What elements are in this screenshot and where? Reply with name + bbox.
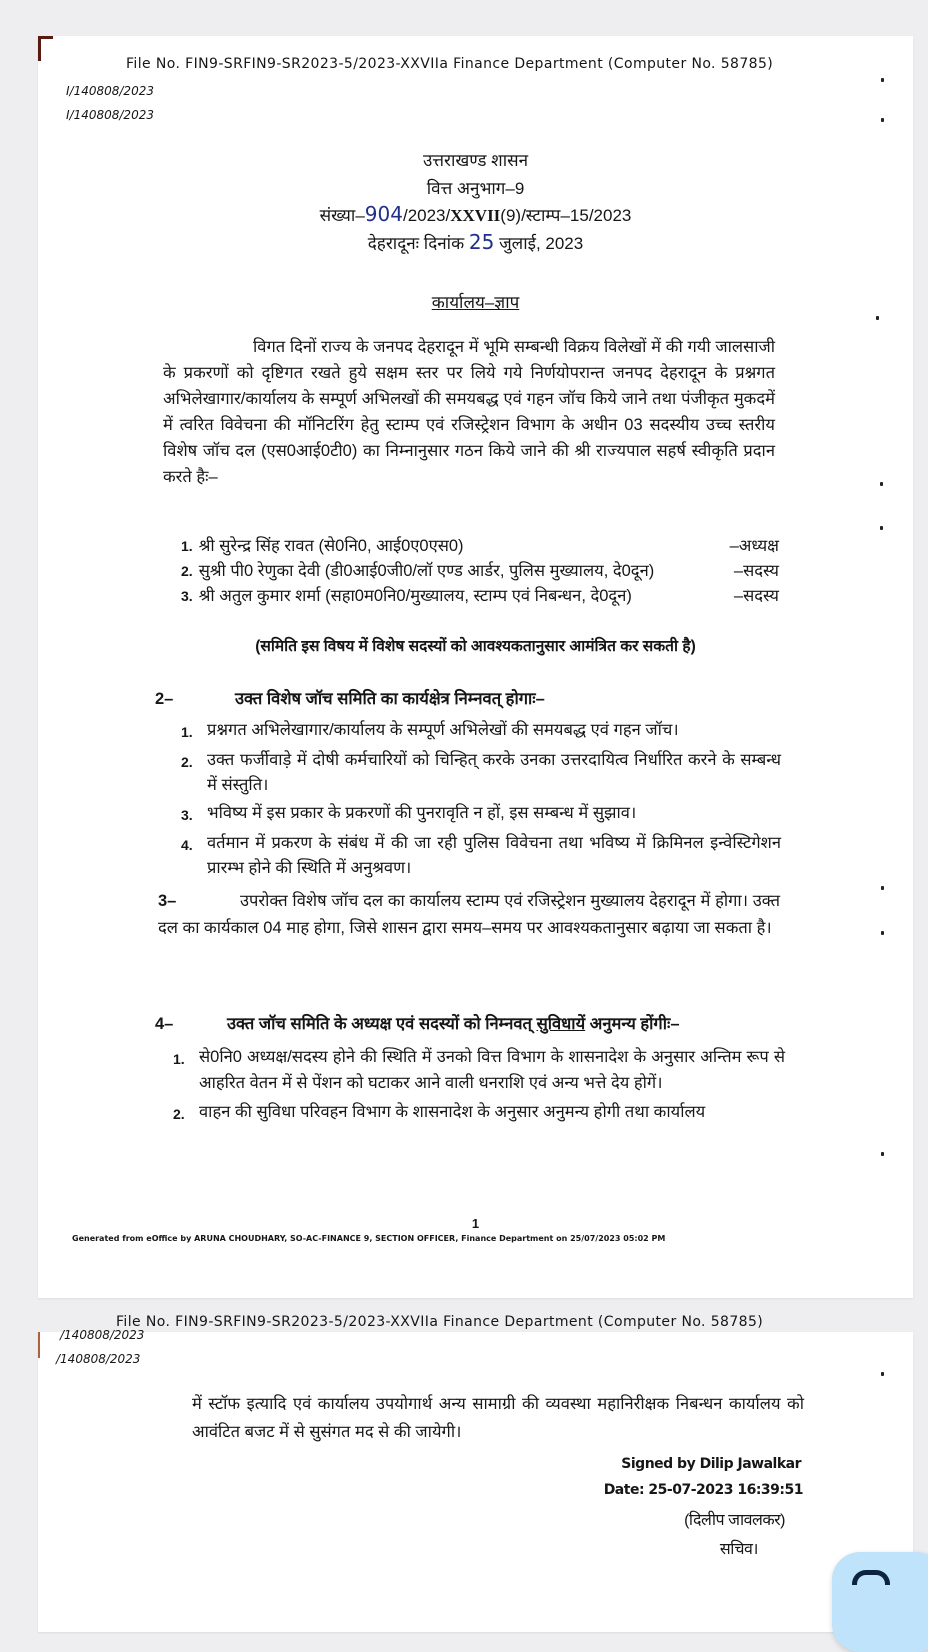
scan-speck bbox=[881, 1152, 884, 1156]
member-row: 1. श्री सुरेन्द्र सिंह रावत (से0नि0, आई0ए0एस0) –अध्यक्ष bbox=[181, 537, 779, 555]
government-name: उत्तराखण्ड शासन bbox=[422, 151, 529, 170]
list-item: 2. वाहन की सुविधा परिवहन विभाग के शासनादेश के अनुसार अनुमन्य होगी तथा कार्यालय bbox=[173, 1103, 706, 1122]
scan-speck bbox=[881, 1372, 884, 1376]
scan-speck bbox=[876, 316, 879, 320]
reference-number: /140808/2023 bbox=[56, 1352, 141, 1366]
scan-speck bbox=[881, 78, 884, 82]
section-name: वित्त अनुभाग–9 bbox=[426, 179, 525, 198]
scan-corner-mark bbox=[38, 1332, 52, 1358]
reference-number: I/140808/2023 bbox=[66, 84, 154, 98]
member-row: 3. श्री अतुल कुमार शर्मा (सहा0म0नि0/मुख्यालय, स्टाम्प एवं निबन्धन, दे0दून) –सदस्य bbox=[181, 587, 779, 605]
scan-speck bbox=[881, 118, 884, 122]
signatory-name: (दिलीप जावलकर) bbox=[684, 1512, 785, 1529]
generated-footer: Generated from eOffice by ARUNA CHOUDHARY, SO-AC-FINANCE 9, SECTION OFFICER, Finance Department on 25/07/2023 05:02 PM bbox=[72, 1234, 666, 1243]
signatory-designation: सचिव। bbox=[719, 1541, 758, 1558]
handwritten-number: 904 bbox=[364, 202, 403, 226]
scan-corner-mark bbox=[38, 36, 53, 61]
committee-note: (समिति इस विषय में विशेष सदस्यों को आवश्यकतानुसार आमंत्रित कर सकती है) bbox=[255, 638, 696, 655]
order-number: संख्या–904/2023/XXVII(9)/स्टाम्प–15/2023 bbox=[319, 202, 632, 226]
floating-action-button[interactable] bbox=[832, 1552, 928, 1652]
list-item: 1. से0नि0 अध्यक्ष/सदस्य होने की स्थिति में उनको वित्त विभाग के शासनादेश के अनुसार अन्तिम रूप से आहरित वेतन में से पेंशन को घटाकर आने वाली धनराशि एवं अन्य भत्ते देय होगें। bbox=[173, 1048, 785, 1092]
signature-date: Date: 25-07-2023 16:39:51 bbox=[603, 1482, 803, 1498]
section-2-list bbox=[181, 718, 781, 884]
reference-number: I/140808/2023 bbox=[66, 108, 154, 122]
file-number: File No. FIN9-SRFIN9-SR2023-5/2023-XXVIIa Finance Department (Computer No. 58785) bbox=[126, 56, 774, 72]
page-number: 1 bbox=[471, 1216, 480, 1231]
floating-action-icon bbox=[852, 1570, 890, 1585]
scan-speck bbox=[881, 886, 884, 890]
intro-paragraph: विगत दिनों राज्य के जनपद देहरादून में भूमि सम्बन्धी विक्रय विलेखों में की गयी जालसाजी के प्रकरणों को दृष्टिगत रखते हुये सक्षम स्तर पर लिये गये निर्णयोपरान्त जनपद देहरादून के प्रश्नगत अभिलेखागार/कार्यालय के सम्पूर्ण अभिलखों की समयबद्ध एवं गहन जॉच किये जाने तथा पंजीकृत मुकदमें में त्वरित विवेचना की मॉनिटरिंग हेतु स्टाम्प एवं रजिस्ट्रेशन विभाग के अधीन 03 सदस्यीय उच्च स्तरीय विशेष जॉच दल (एस0आई0टी0) का निम्नानुसार गठन किये जाने की श्री राज्यपाल सहर्ष स्वीकृति प्रदान करते हैः– bbox=[163, 338, 775, 486]
section-3-paragraph: 3– उपरोक्त विशेष जॉच दल का कार्यालय स्टाम्प एवं रजिस्ट्रेशन मुख्यालय देहरादून में होगा। उक्त दल का कार्यकाल 04 माह होगा, जिसे शासन द्वारा समय–समय पर आवश्यकतानुसार बढ़ाया जा सकता है। bbox=[158, 892, 780, 937]
scan-speck bbox=[881, 931, 884, 935]
signed-by: Signed by Dilip Jawalkar bbox=[621, 1456, 801, 1472]
list-item: 1. प्रश्नगत अभिलेखागार/कार्यालय के सम्पूर्ण अभिलेखों की समयबद्ध एवं गहन जॉच। bbox=[181, 721, 679, 740]
section-4-list bbox=[173, 1044, 785, 1130]
file-number: File No. FIN9-SRFIN9-SR2023-5/2023-XXVIIa Finance Department (Computer No. 58785) bbox=[116, 1314, 764, 1330]
handwritten-date: 25 bbox=[468, 230, 495, 254]
list-item: 4. वर्तमान में प्रकरण के संबंध में की जा रही पुलिस विवेचना तथा भविष्य में क्रिमिनल इन्वेस्टिगेशन प्रारम्भ होने की स्थिति में अनुश्रवण। bbox=[181, 834, 781, 877]
document-page-1 bbox=[38, 36, 913, 1298]
scan-speck bbox=[880, 526, 883, 530]
document-title: कार्यालय–ज्ञाप bbox=[431, 293, 520, 312]
list-item: 3. भविष्य में इस प्रकार के प्रकरणों की पुनरावृति न हों, इस सम्बन्ध में सुझाव। bbox=[181, 804, 637, 823]
document-page-2 bbox=[38, 1314, 913, 1632]
order-date: देहरादूनः दिनांक 25 जुलाई, 2023 bbox=[367, 230, 584, 254]
member-row: 2. सुश्री पी0 रेणुका देवी (डी0आई0जी0/लॉ एण्ड आर्डर, पुलिस मुख्यालय, दे0दून) –सदस्य bbox=[181, 562, 779, 580]
section-4-heading: 4– उक्त जॉच समिति के अध्यक्ष एवं सदस्यों को निम्नवत् सुविधायें अनुमन्य होंगीः– bbox=[155, 1015, 680, 1033]
section-2-heading: 2– उक्त विशेष जॉच समिति का कार्यक्षेत्र निम्नवत् होगाः– bbox=[155, 690, 545, 708]
continuation-paragraph: में स्टॉफ इत्यादि एवं कार्यालय उपयोगार्थ अन्य सामाग्री की व्यवस्था महानिरीक्षक निबन्धन कार्यालय को आवंटित बजट में से सुसंगत मद से की जायेगी। bbox=[192, 1395, 804, 1441]
reference-number: /140808/2023 bbox=[60, 1328, 145, 1342]
scan-speck bbox=[880, 482, 883, 486]
list-item: 2. उक्त फर्जीवाड़े में दोषी कर्मचारियों को चिन्हित् करके उनका उत्तरदायित्व निर्धारित करने के सम्बन्ध में संस्तुति। bbox=[181, 751, 781, 794]
